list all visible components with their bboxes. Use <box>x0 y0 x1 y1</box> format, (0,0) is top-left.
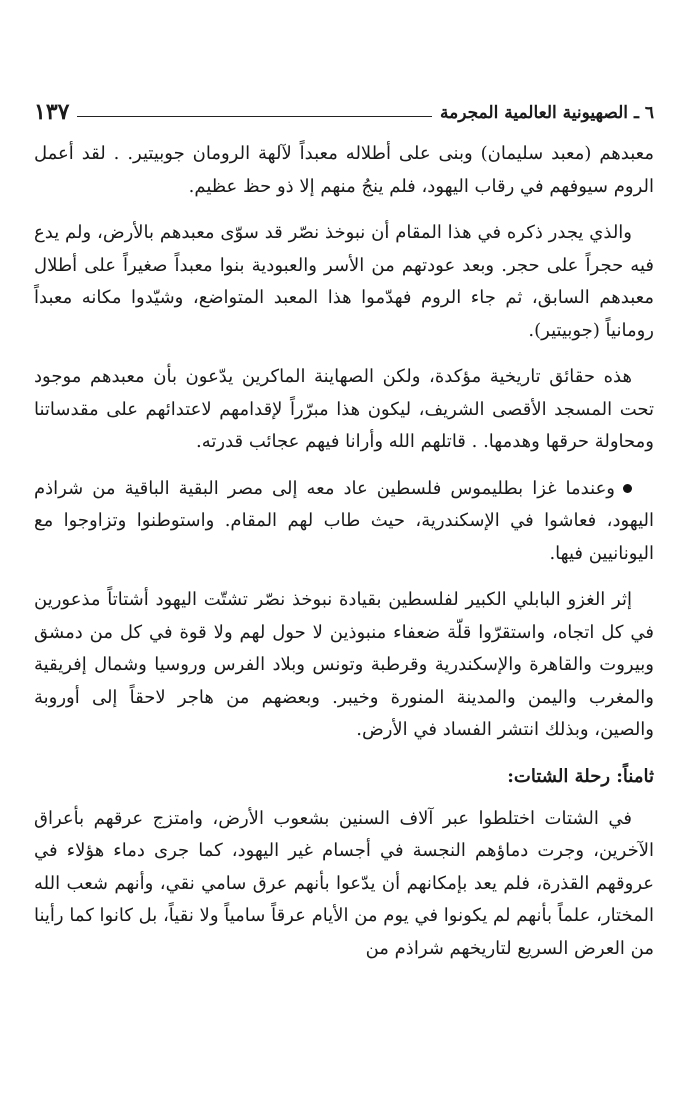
paragraph: معبدهم (معبد سليمان) وبنى على أطلاله معبداً لآلهة الرومان جوبيتير. . لقد أعمل الروم سيوفهم في رقاب اليهود، فلم ينجُ منهم إلا ذو حظ عظيم. <box>34 143 654 197</box>
paragraph: هذه حقائق تاريخية مؤكدة، ولكن الصهاينة الماكرين يدّعون بأن معبدهم موجود تحت المسجد الأقصى الشريف، ليكون هذا مبرّراً لإقدامهم لاعتدائهم على مقدساتنا ومحاولة حرقها وهدمها. . قاتلهم الله وأرانا فيهم عجائب قدرته. <box>34 366 654 452</box>
bulleted-paragraph-text: وعندما غزا بطليموس فلسطين عاد معه إلى مصر البقية الباقية من شراذم اليهود، فعاشوا في الإسكندرية، حيث طاب لهم المقام. واستوطنوا وتزاوجوا مع اليونانيين فيها. <box>34 477 654 564</box>
page-number: ١٣٧ <box>34 99 70 125</box>
header-rule <box>77 116 432 117</box>
page-header <box>34 93 654 123</box>
running-title: ٦ ـ الصهيونية العالمية المجرمة <box>439 103 654 123</box>
paragraph: والذي يجدر ذكره في هذا المقام أن نبوخذ نصّر قد سوّى معبدهم بالأرض، ولم يدع فيه حجراً على حجر. وبعد عودتهم من الأسر والعبودية بنوا معبداً صغيراً على أطلال معبدهم السابق، ثم جاء الروم فهدّموا هذا المعبد المتواضع، وشيّدوا مكانه معبداً رومانياً (جوبيتير). <box>34 222 654 341</box>
page-body <box>34 138 654 979</box>
book-page <box>34 0 654 1114</box>
section-heading: ثامناً: رحلة الشتات: <box>507 765 654 787</box>
bulleted-paragraph <box>34 473 654 571</box>
paragraph: إثر الغزو البابلي الكبير لفلسطين بقيادة نبوخذ نصّر تشتّت اليهود أشتاتاً مذعورين في كل اتجاه، واستقرّوا قلّة ضعفاء منبوذين لا حول لهم ولا قوة في كل من دمشق وبيروت والقاهرة والإسكندرية وقرطبة وتونس وبلاد الفرس وروسيا وشمال إفريقية والمغرب واليمن والمدينة المنورة وخيبر. وبعضهم من هاجر لاحقاً إلى أوروبة والصين، وبذلك انتشر الفساد في الأرض. <box>34 589 654 740</box>
bullet-icon <box>623 484 632 493</box>
section-paragraph: في الشتات اختلطوا عبر آلاف السنين بشعوب الأرض، وامتزج عرقهم بأعراق الآخرين، وجرت دماؤهم النجسة في أجسام غير اليهود، كما جرى دماء هؤلاء في عروقهم القذرة، فلم يعد بإمكانهم أن يدّعوا بأنهم عرق سامي نقي، وأنهم شعب الله المختار، علماً بأنهم لم يكونوا في يوم من الأيام عرقاً سامياً ولا نقياً، بل كانوا كما رأينا من العرض السريع لتاريخهم شراذم من <box>34 807 654 959</box>
